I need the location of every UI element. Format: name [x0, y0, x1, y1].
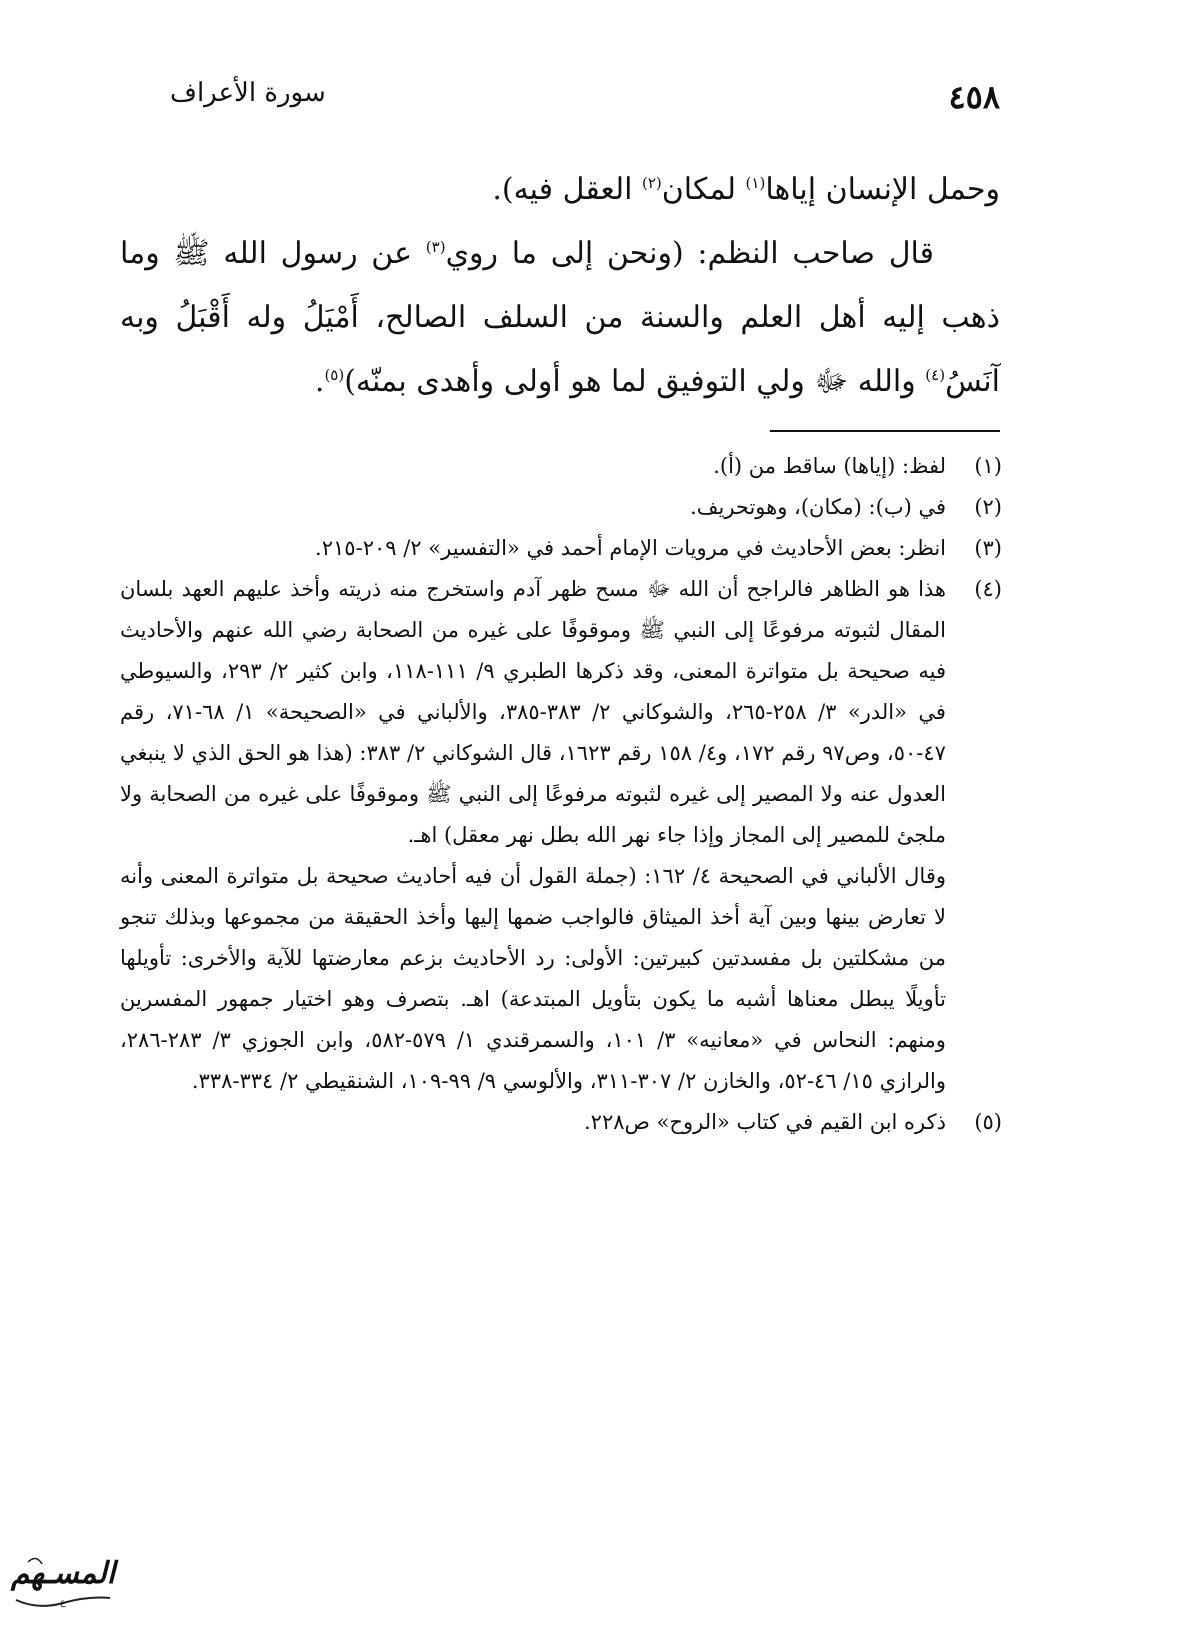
footnote-3: [120, 528, 1002, 569]
footnote-number: (٤): [974, 577, 1002, 601]
footnote-ref-3[interactable]: (٣): [425, 238, 446, 256]
logo-sub: ع: [60, 1598, 66, 1608]
main-text: [120, 158, 1000, 414]
footnote-1: [120, 446, 1002, 487]
footnote-text: وقال الألباني في الصحيحة ٤/ ١٦٢: (جملة القول أن فيه أحاديث صحيحة بل متواترة المعنى وأنه لا تعارض بينها وبين آية أخذ الميثاق فالواجب ضمها إليها وأخذ الحقيقة من مجموعها وبذلك تنجو من مشكلتين بل مفسدتين كبيرتين: الأولى: رد الأحاديث بزعم معارضتها للآية والأخرى: تأويلها تأويلًا يبطل معناها أشبه ما يكون بتأويل المبتدعة) اهـ. بتصرف وهو اختيار جمهور المفسرين ومنهم: النحاس في «معانيه» ٣/ ١٠١، والسمرقندي ١/ ٥٧٩-٥٨٢، وابن الجوزي ٣/ ٢٨٣-٢٨٦، والرازي ١٥/ ٤٦-٥٢، والخازن ٢/ ٣٠٧-٣١١، والألوسي ٩/ ٩٩-١٠٩، الشنقيطي ٢/ ٣٣٤-٣٣٨.: [120, 864, 946, 1093]
logo-word: المسـهم: [10, 1556, 116, 1591]
footnote-text: لفظ: (إياها) ساقط من (أ).: [713, 454, 946, 478]
main-line-1: وحمل الإنسان إياها$^{(١)}$ لمكان$^{(٢)}$ العقل فيه).: [492, 172, 1000, 207]
footnote-number: (٥): [974, 1110, 1002, 1134]
footnote-ref-4[interactable]: (٤): [925, 366, 946, 384]
footnote-4: [120, 569, 1002, 856]
footnote-ref-1[interactable]: (١): [745, 174, 766, 192]
publisher-logo: [8, 1548, 118, 1618]
footnote-ref-5[interactable]: (٥): [324, 366, 345, 384]
page-header: [170, 78, 1000, 128]
footnote-number: (٣): [974, 536, 1002, 560]
footnote-ref-2[interactable]: (٢): [641, 174, 662, 192]
footnote-2: [120, 487, 1002, 528]
footnote-text: ذكره ابن القيم في كتاب «الروح» ص٢٢٨.: [583, 1110, 946, 1134]
footnote-number: (١): [974, 454, 1002, 478]
main-paragraph-2: قال صاحب النظم: (ونحن إلى ما روي$^{(٣)}$ عن رسول الله ﷺ وما ذهب إليه أهل العلم والسنة من السلف الصالح، أَمْيَلُ وله أَقْبَلُ وبه آنَسُ$^{(٤)}$ والله ﷻ ولي التوفيق لما هو أولى وأهدى بمنّه)$^{(٥)}$.: [120, 236, 1000, 399]
footnote-text: انظر: بعض الأحاديث في مرويات الإمام أحمد في «التفسير» ٢/ ٢٠٩-٢١٥.: [315, 536, 946, 560]
surah-title: سورة الأعراف: [170, 78, 326, 108]
footnote-4-continued: [120, 856, 1002, 1102]
footnote-text: في (ب): (مكان)، وهوتحريف.: [690, 495, 946, 519]
footnote-text: هذا هو الظاهر فالراجح أن الله ﷻ مسح ظهر آدم واستخرج منه ذريته وأخذ عليهم العهد بلسان المقال لثبوته مرفوعًا إلى النبي ﷺ وموقوفًا على غيره من الصحابة رضي الله عنهم والأحاديث فيه صحيحة بل متواترة المعنى، وقد ذكرها الطبري ٩/ ١١١-١١٨، وابن كثير ٢/ ٢٩٣، والسيوطي في «الدر» ٣/ ٢٥٨-٢٦٥، والشوكاني ٢/ ٣٨٣-٣٨٥، والألباني في «الصحيحة» ١/ ٦٨-٧١، رقم ٤٧-٥٠، وص٩٧ رقم ١٧٢، و٤/ ١٥٨ رقم ١٦٢٣، قال الشوكاني ٢/ ٣٨٣: (هذا هو الحق الذي لا ينبغي العدول عنه ولا المصير إلى غيره لثبوته مرفوعًا إلى النبي ﷺ وموقوفًا على غيره من الصحابة ولا ملجئ للمصير إلى المجاز وإذا جاء نهر الله بطل نهر معقل) اهـ.: [120, 577, 946, 847]
footnote-number: (٢): [974, 495, 1002, 519]
page-number: ٤٥٨: [948, 78, 1000, 116]
footnotes: [120, 446, 1002, 1143]
footnote-separator: [770, 430, 1000, 432]
footnote-5: [120, 1102, 1002, 1143]
